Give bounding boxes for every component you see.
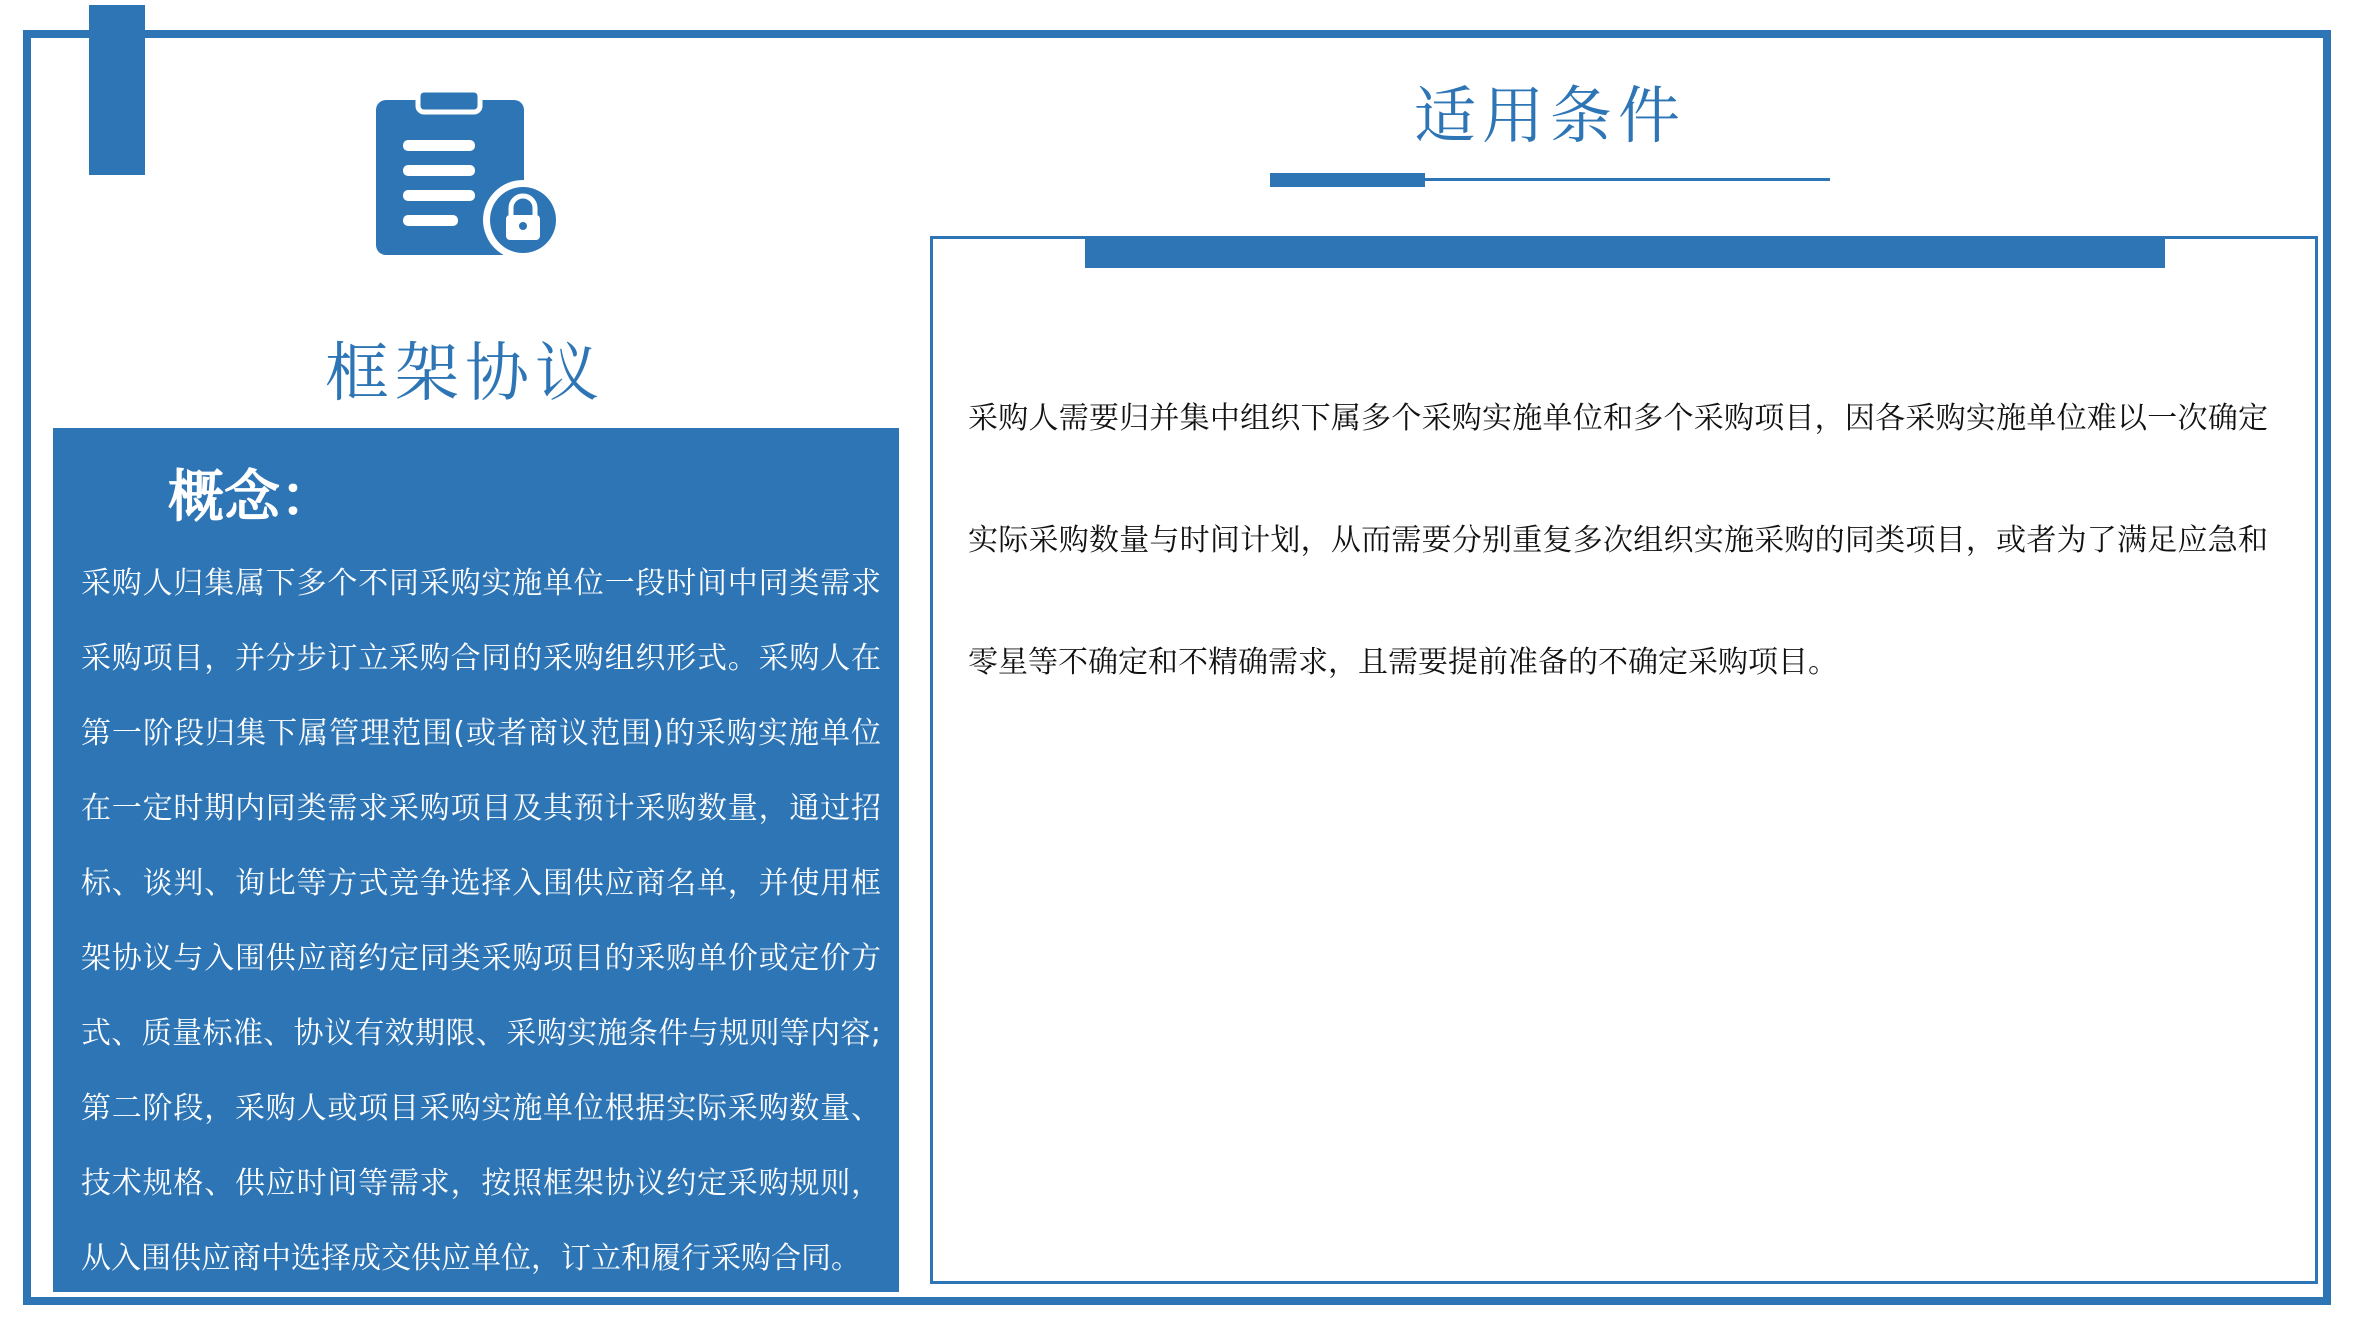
concept-panel [53,428,899,1292]
concept-text: 采购人归集属下多个不同采购实施单位一段时间中同类需求采购项目，并分步订立采购合同的采购组织形式。采购人在第一阶段归集下属管理范围(或者商议范围)的采购实施单位在一定时期内同类需求采购项目及其预计采购数量，通过招标、谈判、询比等方式竞争选择入围供应商名单，并使用框架协议与入围供应商约定同类采购项目的采购单价或定价方式、质量标准、协议有效期限、采购实施条件与规则等内容;第二阶段，采购人或项目采购实施单位根据实际采购数量、技术规格、供应时间等需求，按照框架协议约定采购规则，从入围供应商中选择成交供应单位，订立和履行采购合同。 [81,566,881,1276]
title-underline-thick [1270,173,1425,187]
left-title: 框架协议 [325,337,605,411]
conditions-top-bar [1085,238,2165,268]
right-title: 适用条件 [1413,79,1686,152]
title-underline-thin [1425,178,1830,181]
concept-heading: 概念： [168,465,336,530]
conditions-text: 采购人需要归并集中组织下属多个采购实施单位和多个采购项目，因各采购实施单位难以一次确定实际采购数量与时间计划，从而需要分别重复多次组织实施采购的同类项目，或者为了满足应急和零星等不确定和不精确需求，且需要提前准备的不确定采购项目。 [968,401,2268,680]
clipboard-lock-icon [373,85,563,260]
corner-accent-bar [89,5,145,175]
